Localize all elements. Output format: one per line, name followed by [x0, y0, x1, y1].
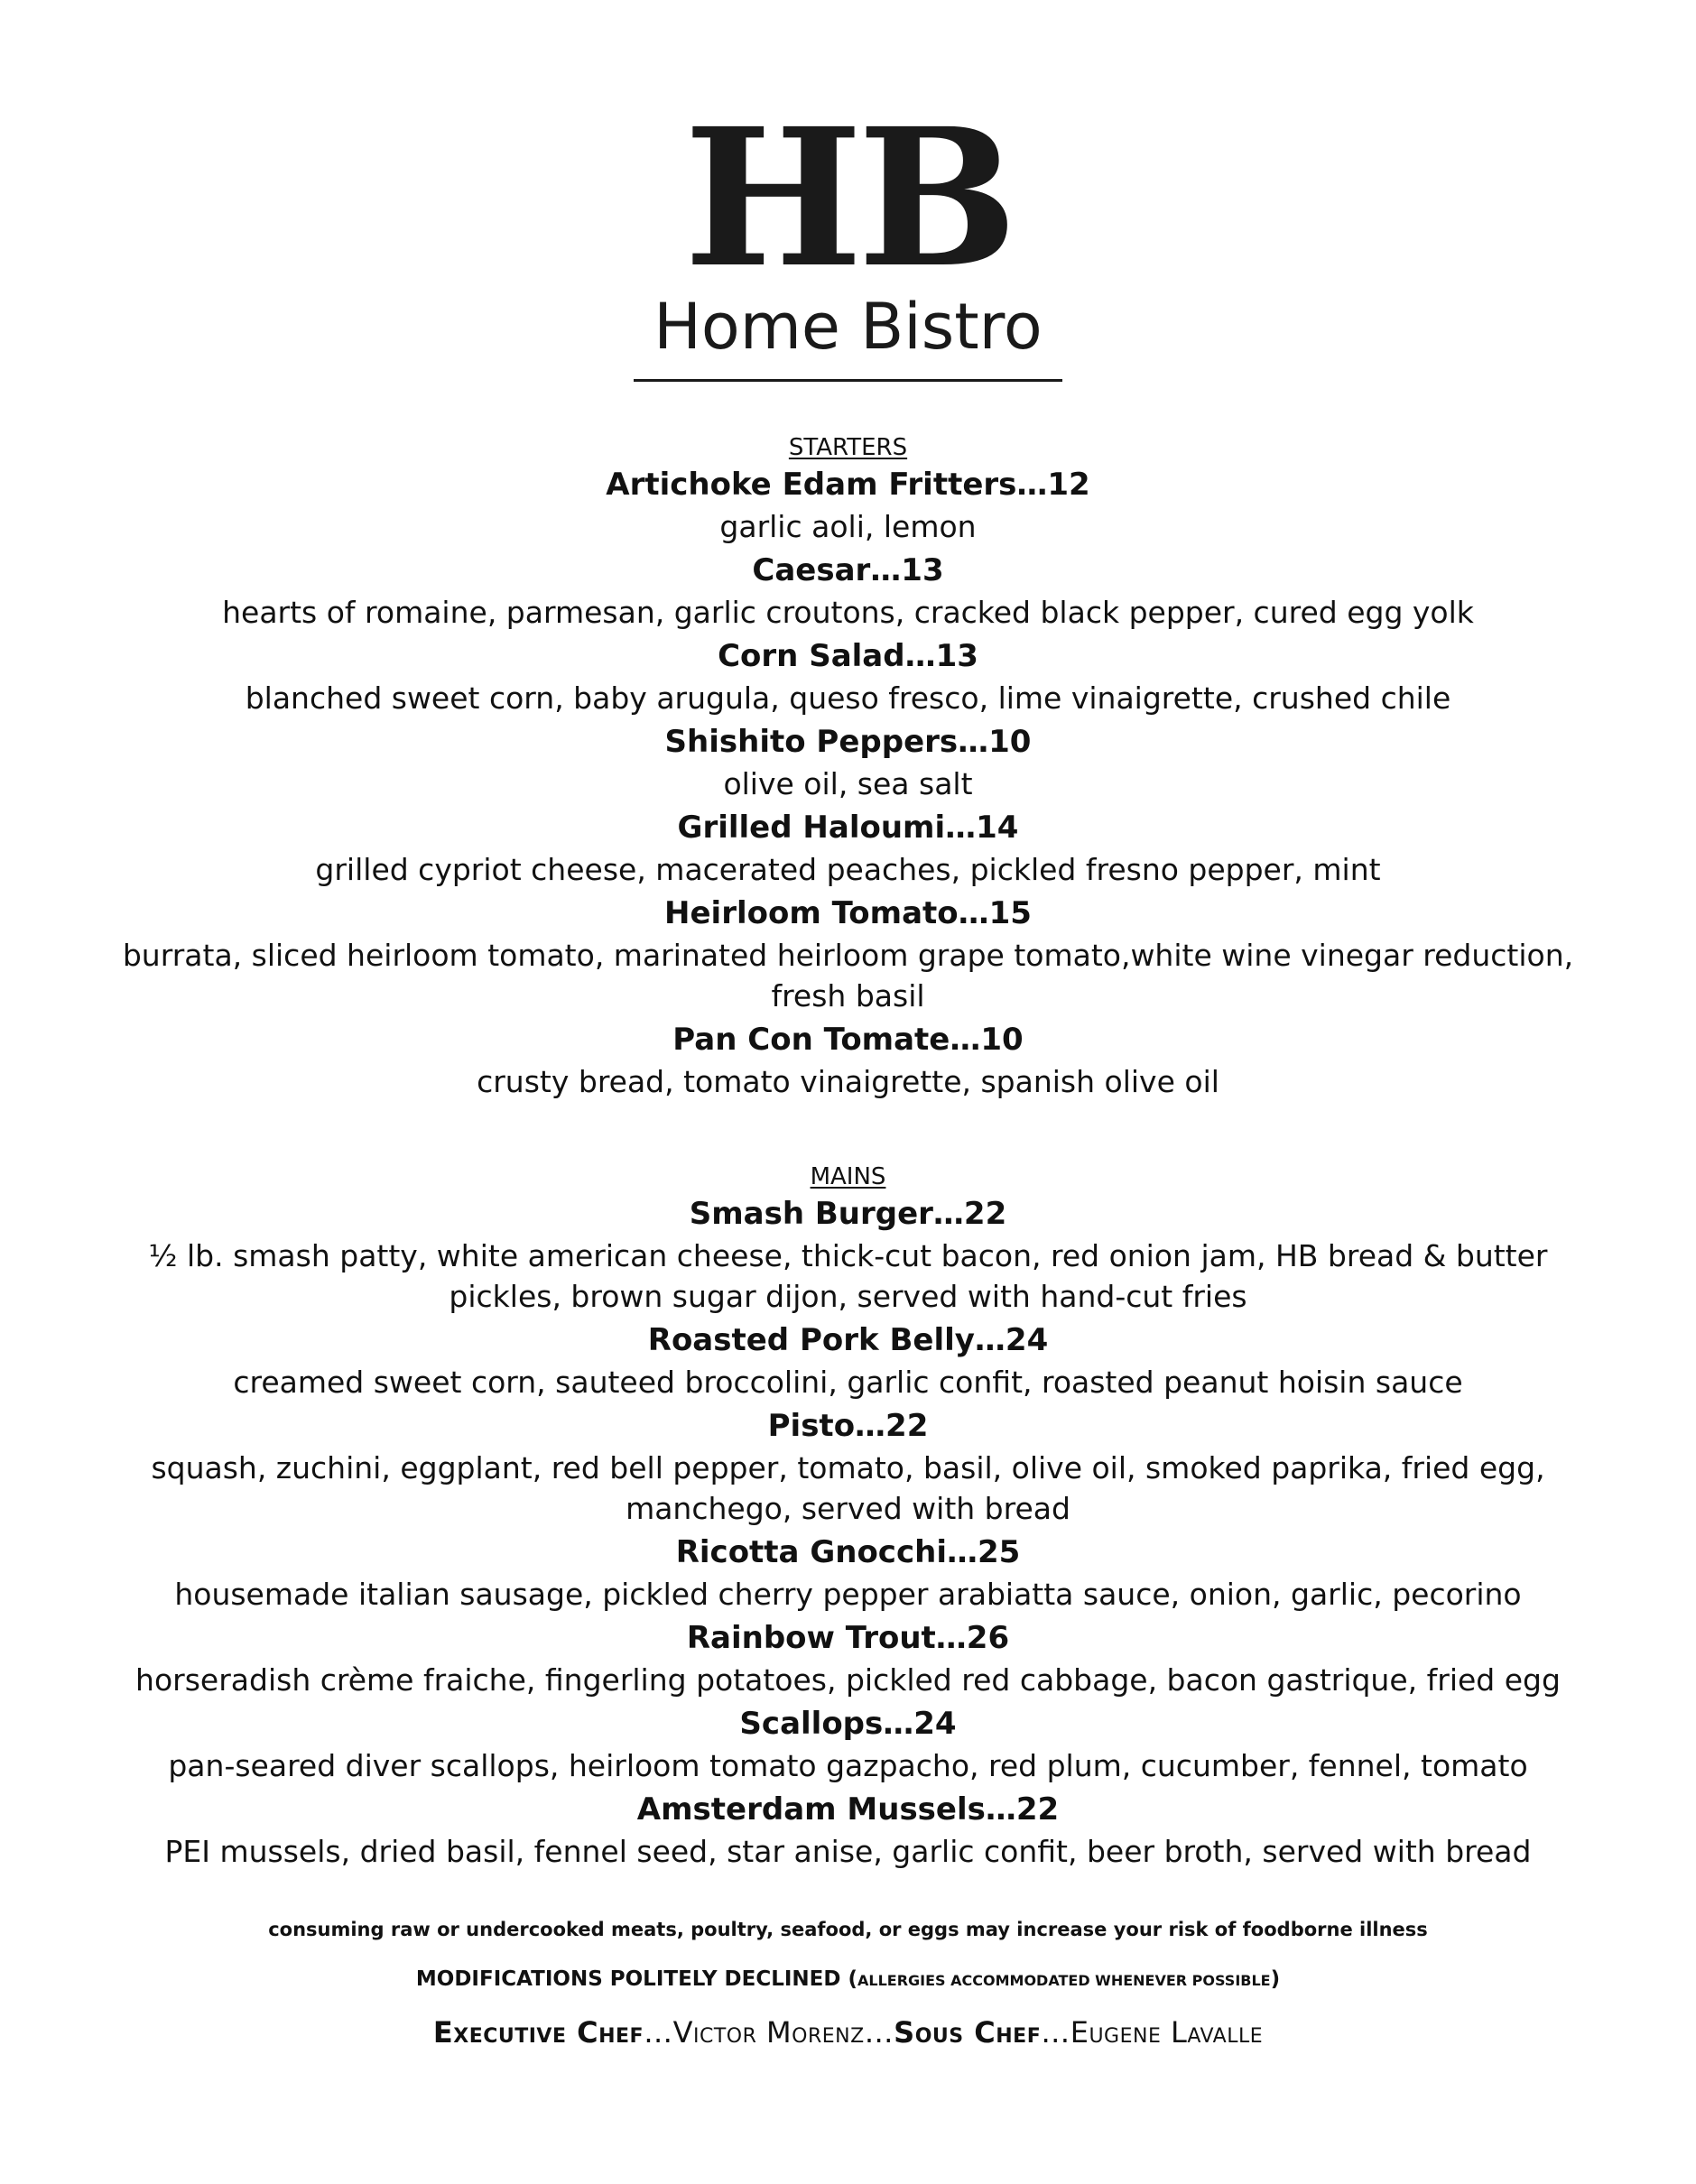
- logo-mark: HB: [683, 87, 1013, 310]
- menu-item-description: burrata, sliced heirloom tomato, marinated heirloom grape tomato,white wine vinegar reduction, fresh basil: [122, 938, 1574, 1013]
- logo-divider: [634, 379, 1062, 382]
- menu-item-description: housemade italian sausage, pickled cherry pepper arabiatta sauce, onion, garlic, pecorino: [174, 1577, 1522, 1612]
- food-safety-warning: consuming raw or undercooked meats, poultry, seafood, or eggs may increase your risk of foodborne illness: [268, 1919, 1428, 1940]
- menu-item-description: horseradish crème fraiche, fingerling potatoes, pickled red cabbage, bacon gastrique, fried egg: [135, 1662, 1561, 1698]
- menu-item-name: Amsterdam Mussels…22: [636, 1791, 1060, 1828]
- menu-item-name: Rainbow Trout…26: [686, 1620, 1010, 1656]
- menu-item-description: pan-seared diver scallops, heirloom tomato gazpacho, red plum, cucumber, fennel, tomato: [168, 1748, 1528, 1783]
- menu-item-description: olive oil, sea salt: [723, 766, 973, 801]
- menu-item-name: Pan Con Tomate…10: [672, 1022, 1024, 1058]
- menu-item-name: Artichoke Edam Fritters…12: [606, 467, 1090, 503]
- starters-heading: STARTERS: [788, 434, 908, 461]
- ellipsis: …: [864, 2015, 894, 2050]
- menu-item-name: Smash Burger…22: [689, 1196, 1007, 1232]
- menu-item-name: Scallops…24: [739, 1706, 957, 1742]
- menu-item-description: hearts of romaine, parmesan, garlic croutons, cracked black pepper, cured egg yolk: [222, 595, 1474, 630]
- menu-item-description: ½ lb. smash patty, white american cheese, thick-cut bacon, red onion jam, HB bread & butter pickles, brown sugar dijon, served with hand-cut fries: [148, 1238, 1548, 1314]
- menu-item-name: Ricotta Gnocchi…25: [675, 1534, 1021, 1570]
- starters-section: [0, 431, 1696, 1105]
- ellipsis: …: [1041, 2015, 1070, 2050]
- ellipsis: …: [644, 2015, 673, 2050]
- restaurant-name: Home Bistro: [653, 290, 1043, 364]
- menu-item-description: crusty bread, tomato vinaigrette, spanish olive oil: [477, 1064, 1219, 1099]
- menu-item-name: Caesar…13: [752, 552, 944, 588]
- menu-item-description: grilled cypriot cheese, macerated peaches, pickled fresno pepper, mint: [315, 852, 1381, 887]
- modifications-policy: [0, 1964, 1696, 1996]
- menu-item-name: Heirloom Tomato…15: [664, 895, 1032, 931]
- mains-section: [0, 1161, 1696, 1874]
- mains-heading: MAINS: [810, 1163, 886, 1190]
- menu-item-description: garlic aoli, lemon: [719, 509, 977, 544]
- menu-item-name: Roasted Pork Belly…24: [647, 1322, 1049, 1358]
- menu-item-name: Shishito Peppers…10: [664, 724, 1032, 760]
- menu-item-description: creamed sweet corn, sauteed broccolini, garlic confit, roasted peanut hoisin sauce: [233, 1365, 1463, 1400]
- menu-item-name: Corn Salad…13: [718, 638, 978, 674]
- executive-chef-name: Victor Morenz: [672, 2015, 865, 2050]
- menu-item-name: Pisto…22: [767, 1408, 929, 1444]
- executive-chef-title: Executive Chef: [432, 2015, 644, 2050]
- menu-item-description: blanched sweet corn, baby arugula, queso fresco, lime vinaigrette, crushed chile: [245, 680, 1451, 716]
- modifications-text: MODIFICATIONS POLITELY DECLINED (: [415, 1967, 857, 1991]
- allergies-text: ALLERGIES ACCOMMODATED WHENEVER POSSIBLE: [857, 1972, 1271, 1989]
- close-paren: ): [1270, 1967, 1281, 1991]
- menu-item-description: squash, zuchini, eggplant, red bell pepper, tomato, basil, olive oil, smoked paprika, fried egg, manchego, served with bread: [151, 1450, 1545, 1526]
- chef-credits: [0, 2014, 1696, 2050]
- logo: [0, 87, 1696, 382]
- sous-chef-name: Eugene Lavalle: [1070, 2015, 1264, 2050]
- menu-item-name: Grilled Haloumi…14: [677, 810, 1019, 846]
- menu-item-description: PEI mussels, dried basil, fennel seed, star anise, garlic confit, beer broth, served with bread: [164, 1834, 1532, 1869]
- sous-chef-title: Sous Chef: [894, 2015, 1042, 2050]
